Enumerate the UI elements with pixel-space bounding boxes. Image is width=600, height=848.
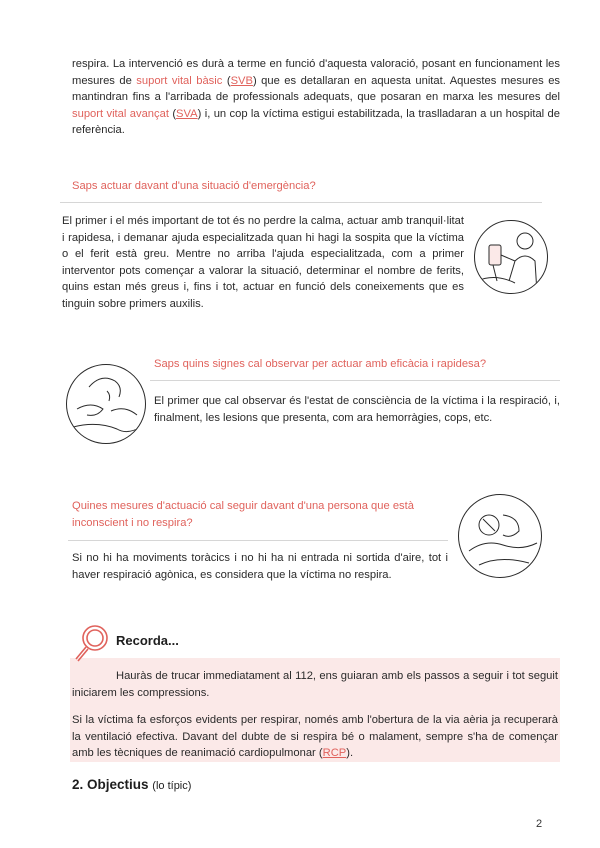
recorda-paragraph-1: Hauràs de trucar immediatament al 112, ens guiaran amb els passos a seguir i tot seguit iniciarem les compressions. [72,670,558,699]
sva-term: suport vital avançat [72,107,169,120]
head-tilt-illustration [458,494,542,578]
page-number: 2 [536,818,543,830]
rcp-link[interactable]: RCP [322,747,347,760]
section-subtitle: (lo típic) [152,780,192,792]
answer-1: El primer i el més important de tot és no perdre la calma, actuar amb tranquil·litat i rapidesa, i demanar ajuda especialitzada quan hi hagi la sospita que la víctima o el ferit està greu. Mentre no arriba l'ajuda especialitzada, com a primer interventor pots començar a valorar la situació, determinar el nombre de ferits, quins estan més greus i, fins i tot, actuar en funció dels coneixements que es tinguin sobre primers auxilis. [62,215,464,310]
question-1: Saps actuar davant d'una situació d'emergència? [72,180,316,192]
question-3-divider [68,540,448,541]
intro-paragraph: respira. La intervenció es durà a terme en funció d'aquesta valoració, posant en funcionament les mesures de suport vital bàsic (SVB) que es detallaran en aquesta unitat. Aquestes mesures es mantindran fins a l'arribada de professionals adequats, que posaran en marxa les mesures del suport vital avançat (SVA) i, un cop la víctima estigui estabilitzada, la traslladaran a un hospital de referència. [72,58,561,137]
question-2-divider [150,380,560,381]
magnifier-icon [72,622,112,664]
section-heading [72,777,191,792]
section-title: 2. Objectius [72,777,149,792]
question-2: Saps quins signes cal observar per actuar amb eficàcia i rapidesa? [154,358,487,370]
unconscious-person-illustration [66,364,146,444]
svb-link[interactable]: SVB [230,74,253,87]
phone-call-illustration [474,220,548,294]
question-1-divider [60,202,542,203]
sva-link[interactable]: SVA [176,107,198,120]
answer-3: Si no hi ha moviments toràcics i no hi ha ni entrada ni sortida d'aire, tot i haver respiració agònica, es considera que la víctima no respira. [72,552,448,581]
question-3: Quines mesures d'actuació cal seguir davant d'una persona que està inconscient i no respira? [72,500,414,529]
svb-term: suport vital bàsic [136,74,223,87]
recorda-title: Recorda... [116,633,179,648]
answer-2: El primer que cal observar és l'estat de consciència de la víctima i la respiració, i, finalment, les lesions que presenta, com ara hemorràgies, cops, etc. [154,395,560,424]
recorda-paragraph-2: Si la víctima fa esforços evidents per respirar, només amb l'obertura de la via aèria ja recuperarà la ventilació efectiva. Davant del dubte de si respira bé o malament, sempre s'ha de començar amb les tècniques de reanimació cardiopulmonar (RCP). [72,714,558,760]
